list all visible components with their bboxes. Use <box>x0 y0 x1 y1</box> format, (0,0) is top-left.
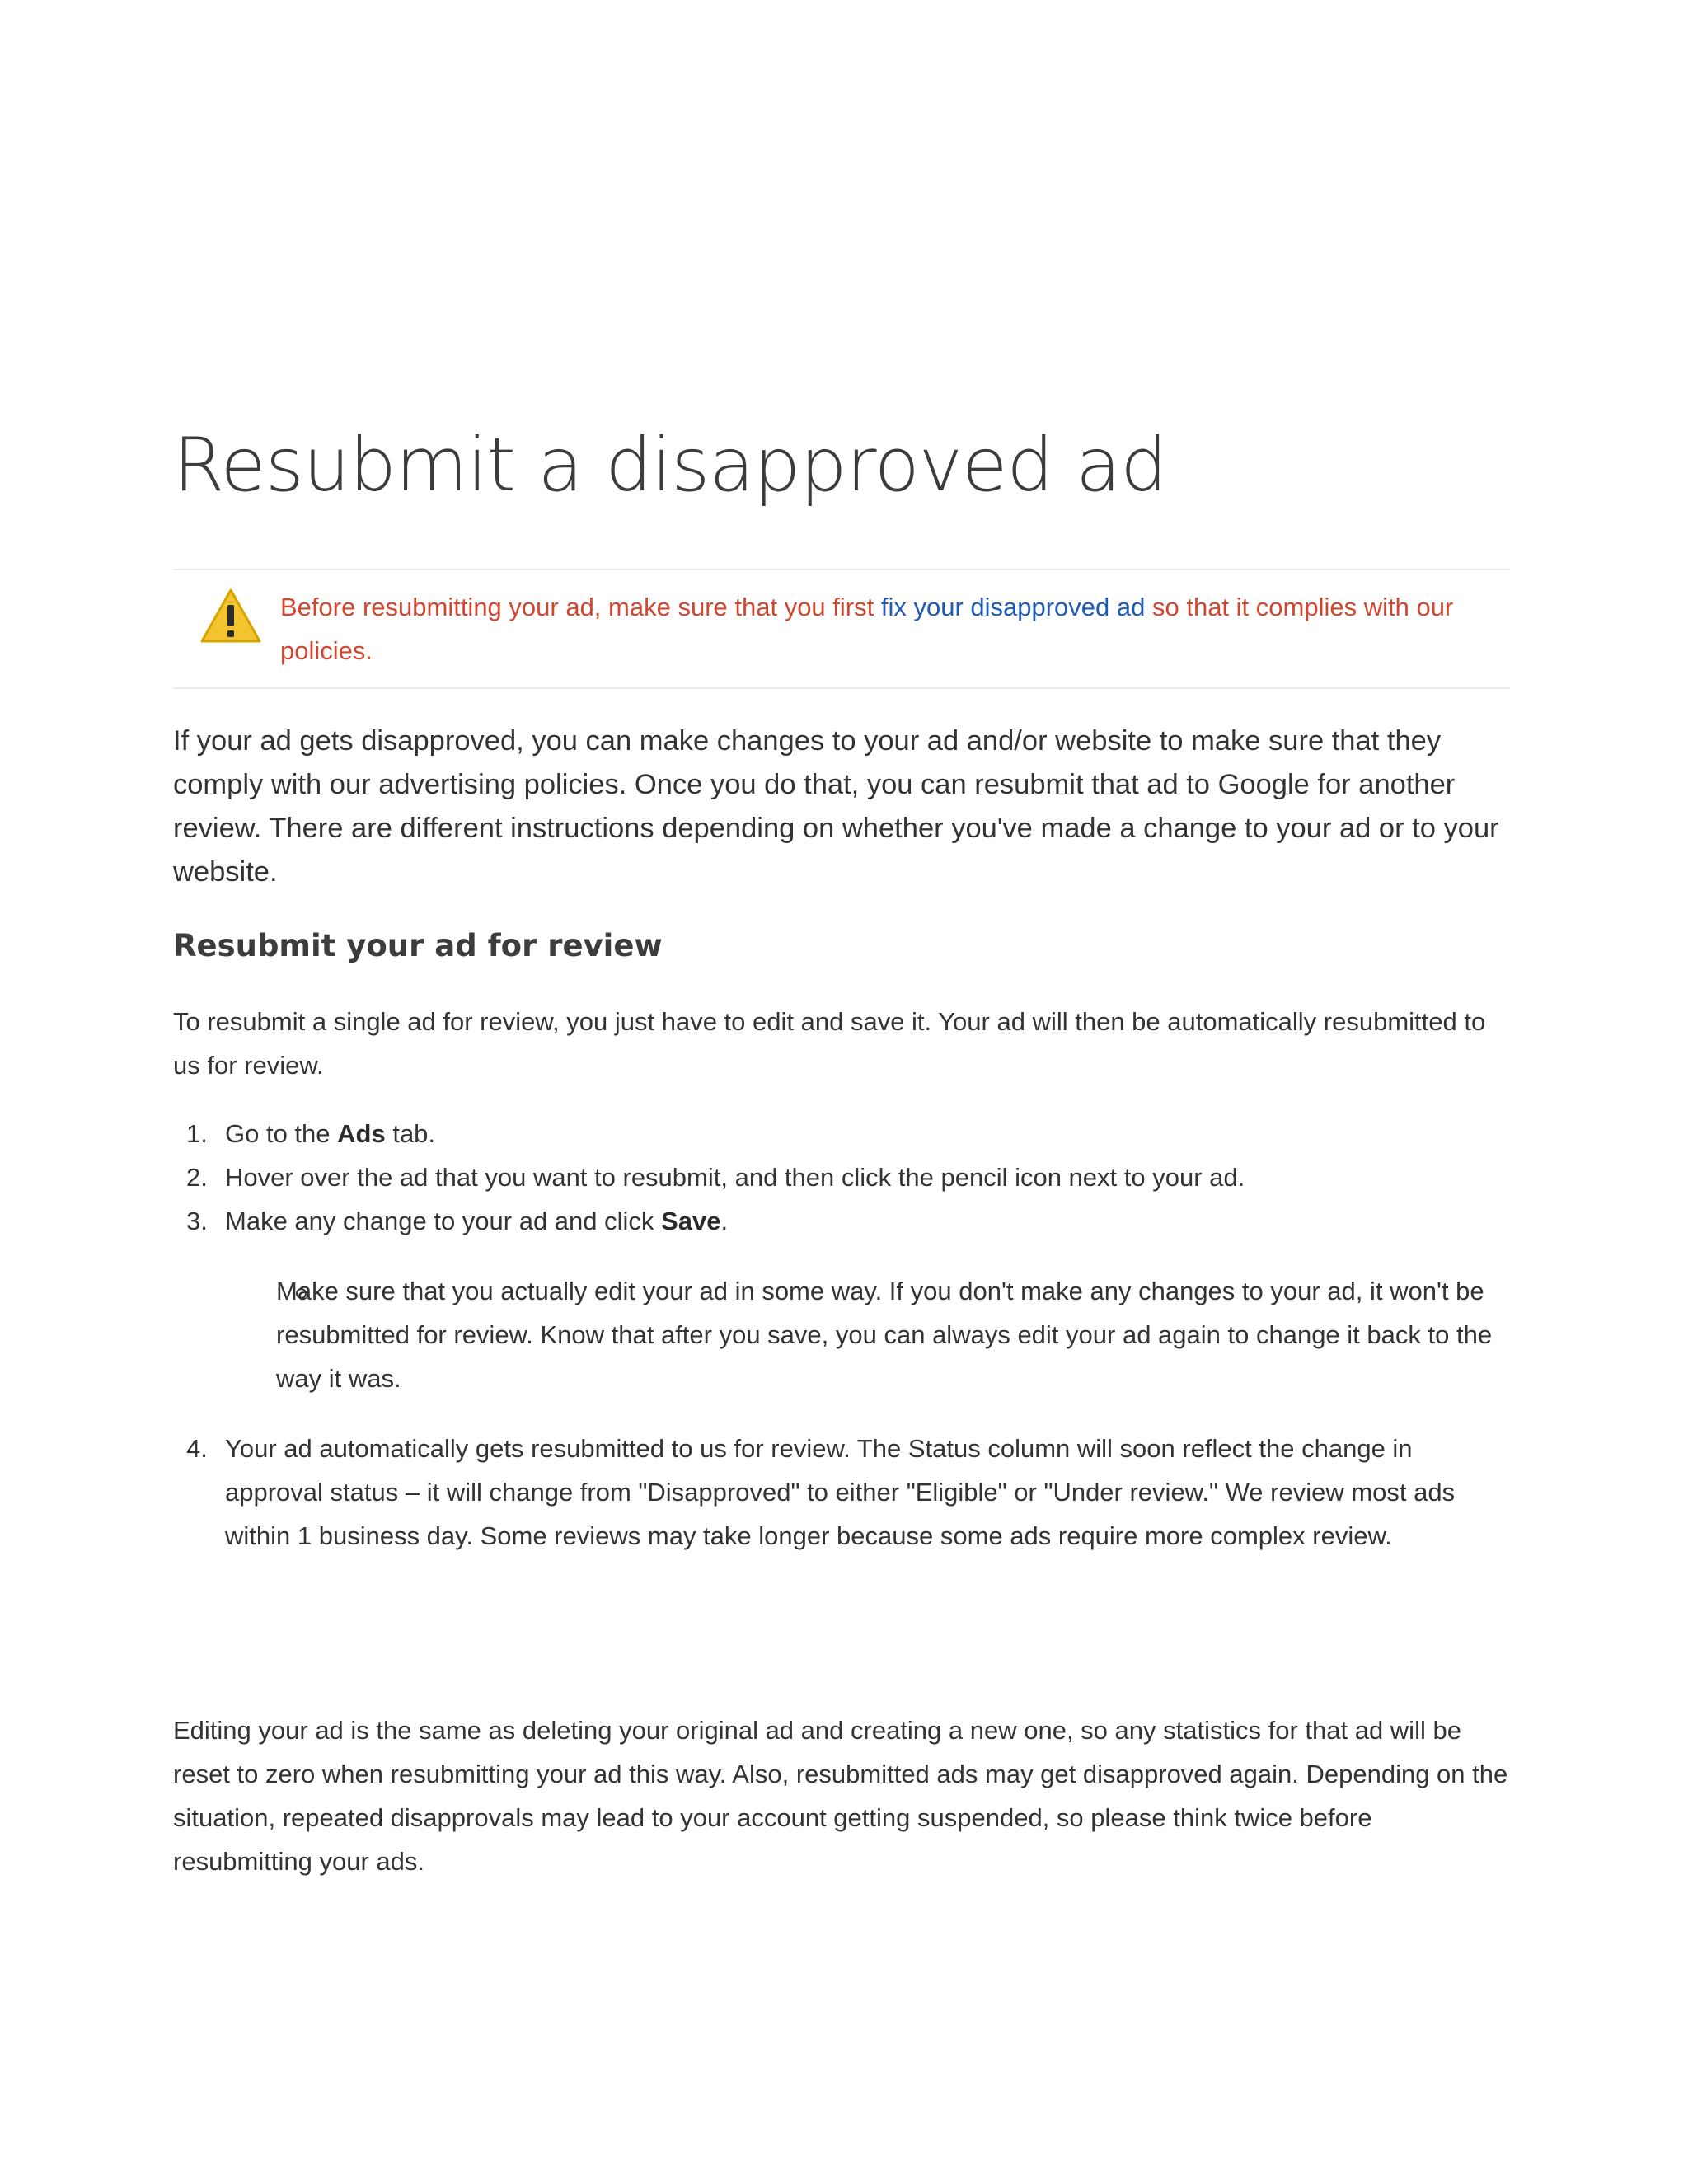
step-text: Make any change to your ad and click <box>225 1207 662 1235</box>
fix-disapproved-ad-link[interactable]: fix your disapproved ad <box>880 593 1146 621</box>
step-text: Hover over the ad that you want to resubmit, and then click the pencil icon next to your ad. <box>225 1163 1245 1192</box>
warning-message <box>280 585 1500 673</box>
step-text: Your ad automatically gets resubmitted to us for review. The Status column will soon reflect the change in approval status – it will change from "Disapproved" to either "Eligible" or "Under review." We review most ads within 1 business day. Some reviews may take longer because some ads require more complex review. <box>225 1434 1456 1550</box>
step-text: tab. <box>385 1119 436 1148</box>
steps-list <box>173 1112 1510 1558</box>
warning-callout <box>173 569 1510 689</box>
page-title: Resubmit a disapproved ad <box>173 422 1167 509</box>
ads-tab-label: Ads <box>337 1119 386 1148</box>
save-label: Save <box>661 1207 721 1235</box>
section-heading: Resubmit your ad for review <box>173 928 663 963</box>
section-lead: To resubmit a single ad for review, you just have to edit and save it. Your ad will then be automatically resubmitted to us for review. <box>173 1007 1486 1080</box>
step-number: 4. <box>186 1434 208 1463</box>
warning-text-before: Before resubmitting your ad, make sure that you first <box>280 593 881 621</box>
circle-bullet-icon <box>296 1288 307 1299</box>
step-number: 3. <box>186 1207 208 1235</box>
step-2 <box>173 1155 1510 1199</box>
note-paragraph: Editing your ad is the same as deleting your original ad and creating a new one, so any statistics for that ad will be reset to zero when resubmitting your ad this way. Also, resubmitted ads may get disapproved again. Depending on the situation, repeated disapprovals may lead to your account getting suspended, so please think twice before resubmitting your ads. <box>173 1716 1508 1876</box>
step-4 <box>173 1427 1510 1558</box>
step-3 <box>173 1199 1510 1400</box>
step-text: . <box>720 1207 729 1235</box>
step-number: 1. <box>186 1119 208 1148</box>
step-number: 2. <box>186 1163 208 1192</box>
step-text: Go to the <box>225 1119 338 1148</box>
warning-text-after: so that it complies with our policies. <box>280 593 1454 665</box>
sub-bullet-text: Make sure that you actually edit your ad in some way. If you don't make any changes to your ad, it won't be resubmitted for review. Know that after you save, you can always edit your ad again to change it back to the way it was. <box>276 1277 1493 1393</box>
intro-paragraph: If your ad gets disapproved, you can make changes to your ad and/or website to make sure that they comply with our advertising policies. Once you do that, you can resubmit that ad to Google for another review. There are different instructions depending on whether you've made a change to your ad or to your website. <box>173 725 1499 888</box>
step-1 <box>173 1112 1510 1155</box>
sub-bullet-item <box>225 1269 1510 1400</box>
step-3-sublist <box>225 1269 1510 1400</box>
warning-icon <box>199 587 262 644</box>
